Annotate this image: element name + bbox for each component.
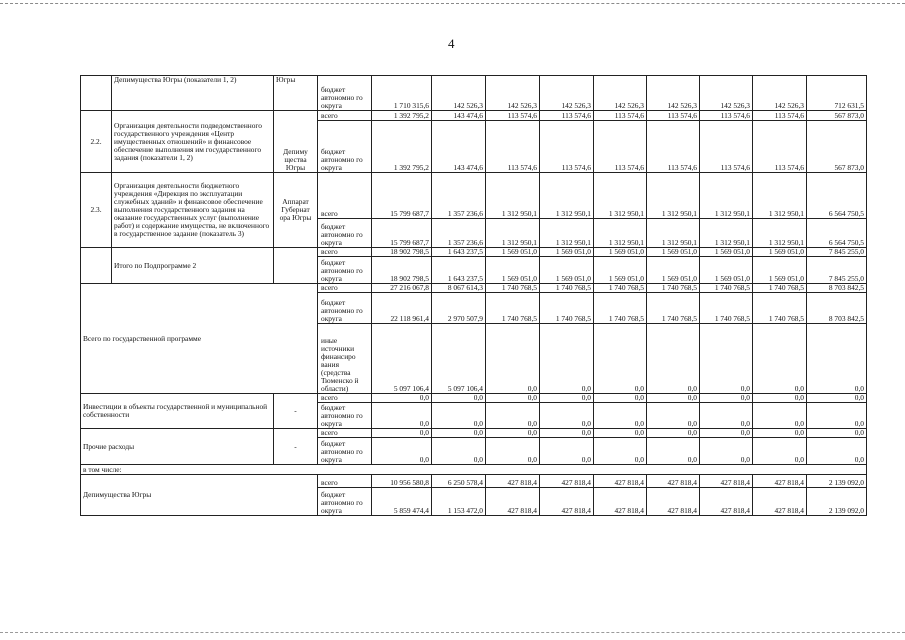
funding-source: бюджет автономно го округа [318,488,372,516]
value-cell: 0,0 [700,438,753,465]
value-cell: 1 569 051,0 [700,257,753,284]
value-cell: 5 097 106,4 [372,324,432,394]
row-name: Организация деятельности подведомственного государственного учреждения «Центр имущественных отношений» и финансовое обеспечение выполнения им государственного задания (показатели 1, 2) [112,111,274,173]
value-cell: 0,0 [372,438,432,465]
table-row [81,465,867,475]
funding-source: всего [318,394,372,403]
value-cell: 113 574,6 [486,111,540,121]
value-cell: 142 526,3 [594,76,647,111]
value-cell: 427 818,4 [700,475,753,488]
value-cell: 0,0 [647,438,700,465]
value-cell: 27 216 067,8 [372,284,432,293]
value-cell: 427 818,4 [647,475,700,488]
value-cell: 1 740 768,5 [700,293,753,324]
value-cell: 113 574,6 [700,121,753,173]
value-cell: 0,0 [486,429,540,438]
value-cell: 567 873,0 [807,111,867,121]
value-cell: 10 956 580,8 [372,475,432,488]
scan-edge-bottom [0,632,905,633]
value-cell: 2 139 092,0 [807,475,867,488]
value-cell: 113 574,6 [753,121,807,173]
value-cell: 0,0 [540,403,594,429]
value-cell: 0,0 [753,394,807,403]
value-cell: 142 526,3 [540,76,594,111]
value-cell: 427 818,4 [486,488,540,516]
including-label: в том числе: [81,465,867,475]
value-cell: 1 312 950,1 [753,173,807,219]
value-cell: 113 574,6 [647,121,700,173]
value-cell: 1 569 051,0 [540,257,594,284]
value-cell: 0,0 [807,403,867,429]
value-cell: 0,0 [486,403,540,429]
value-cell: 6 250 578,4 [432,475,486,488]
value-cell: 113 574,6 [594,121,647,173]
value-cell: 7 845 255,0 [807,257,867,284]
value-cell: 113 574,6 [647,111,700,121]
row-name: Депимущества Югры [81,475,318,516]
value-cell: 427 818,4 [540,475,594,488]
value-cell: 6 564 750,5 [807,219,867,248]
value-cell: 1 643 237,5 [432,257,486,284]
value-cell: 427 818,4 [700,488,753,516]
value-cell: 0,0 [753,403,807,429]
value-cell: 0,0 [486,438,540,465]
value-cell: 427 818,4 [540,488,594,516]
value-cell: 113 574,6 [594,111,647,121]
value-cell: 0,0 [753,324,807,394]
row-name: Прочие расходы [81,429,274,465]
value-cell: 427 818,4 [594,488,647,516]
table-row [81,173,867,219]
value-cell: 0,0 [594,438,647,465]
value-cell: 8 067 614,3 [432,284,486,293]
value-cell: 567 873,0 [807,121,867,173]
value-cell: 1 740 768,5 [647,284,700,293]
table-row [81,394,867,403]
value-cell: 142 526,3 [432,76,486,111]
value-cell: 1 312 950,1 [540,219,594,248]
value-cell: 1 710 315,6 [372,76,432,111]
executor: Аппарат Губернат ора Югры [274,173,318,248]
funding-source: бюджет автономно го округа [318,438,372,465]
value-cell: 143 474,6 [432,111,486,121]
value-cell: 0,0 [432,429,486,438]
value-cell: 0,0 [647,394,700,403]
value-cell: 1 312 950,1 [594,173,647,219]
value-cell: 0,0 [594,394,647,403]
value-cell: 0,0 [807,438,867,465]
table-row [81,284,867,293]
value-cell: 5 097 106,4 [432,324,486,394]
value-cell: 1 569 051,0 [594,257,647,284]
value-cell: 0,0 [594,324,647,394]
value-cell: 1 569 051,0 [647,257,700,284]
value-cell: 1 740 768,5 [486,284,540,293]
value-cell: 0,0 [807,394,867,403]
value-cell: 1 312 950,1 [486,219,540,248]
value-cell: 143 474,6 [432,121,486,173]
value-cell: 427 818,4 [753,488,807,516]
value-cell: 0,0 [807,429,867,438]
value-cell: 0,0 [540,394,594,403]
scan-edge-top [0,3,905,4]
funding-source: бюджет автономно го округа [318,76,372,111]
row-name: Итого по Подпрограмме 2 [112,248,274,284]
value-cell: 1 740 768,5 [753,284,807,293]
value-cell: 0,0 [372,403,432,429]
funding-source: бюджет автономно го округа [318,257,372,284]
table-row [81,429,867,438]
value-cell: 0,0 [432,394,486,403]
funding-source: бюджет автономно го округа [318,219,372,248]
value-cell: 1 312 950,1 [700,173,753,219]
value-cell: 142 526,3 [700,76,753,111]
value-cell: 8 703 842,5 [807,284,867,293]
table-row [81,248,867,257]
value-cell: 0,0 [594,403,647,429]
table-row [81,76,867,111]
funding-source: бюджет автономно го округа [318,121,372,173]
value-cell: 0,0 [372,429,432,438]
program-finance-table [80,75,867,516]
funding-source: бюджет автономно го округа [318,403,372,429]
value-cell: 1 740 768,5 [486,293,540,324]
value-cell: 22 118 961,4 [372,293,432,324]
value-cell: 1 643 237,5 [432,248,486,257]
value-cell: 1 312 950,1 [594,219,647,248]
value-cell: 18 902 798,5 [372,257,432,284]
value-cell: 0,0 [540,438,594,465]
value-cell: 0,0 [432,403,486,429]
funding-source: всего [318,284,372,293]
value-cell: 1 740 768,5 [594,293,647,324]
funding-source: всего [318,173,372,219]
value-cell: 1 312 950,1 [647,173,700,219]
value-cell: 1 740 768,5 [540,284,594,293]
value-cell: 142 526,3 [486,76,540,111]
value-cell: 0,0 [540,429,594,438]
value-cell: 0,0 [647,429,700,438]
value-cell: 0,0 [372,394,432,403]
value-cell: 0,0 [594,429,647,438]
page-number: 4 [448,36,455,51]
row-name: Депимущества Югры (показатели 1, 2) [112,76,274,111]
value-cell: 15 799 687,7 [372,219,432,248]
value-cell: 8 703 842,5 [807,293,867,324]
value-cell: 1 312 950,1 [647,219,700,248]
value-cell: 1 569 051,0 [594,248,647,257]
value-cell: 0,0 [753,438,807,465]
value-cell: 1 569 051,0 [647,248,700,257]
value-cell: 113 574,6 [700,111,753,121]
value-cell: 1 740 768,5 [753,293,807,324]
executor: - [274,429,318,465]
value-cell: 1 569 051,0 [753,257,807,284]
row-number: 2.2. [81,111,112,173]
value-cell: 1 740 768,5 [594,284,647,293]
executor: Югры [274,76,318,111]
value-cell: 15 799 687,7 [372,173,432,219]
value-cell: 142 526,3 [753,76,807,111]
value-cell: 1 357 236,6 [432,173,486,219]
value-cell: 0,0 [753,429,807,438]
row-name: Всего по государственной программе [81,284,318,394]
value-cell: 1 392 795,2 [372,111,432,121]
value-cell: 1 357 236,6 [432,219,486,248]
value-cell: 1 740 768,5 [540,293,594,324]
value-cell: 0,0 [647,403,700,429]
value-cell: 113 574,6 [753,111,807,121]
value-cell: 1 740 768,5 [647,293,700,324]
value-cell: 113 574,6 [540,111,594,121]
value-cell: 1 569 051,0 [540,248,594,257]
value-cell: 0,0 [700,429,753,438]
value-cell: 5 859 474,4 [372,488,432,516]
value-cell: 18 902 798,5 [372,248,432,257]
value-cell: 1 569 051,0 [486,257,540,284]
executor: Депиму щества Югры [274,111,318,173]
value-cell: 0,0 [700,394,753,403]
value-cell: 0,0 [700,403,753,429]
value-cell: 427 818,4 [753,475,807,488]
value-cell: 2 139 092,0 [807,488,867,516]
value-cell: 427 818,4 [647,488,700,516]
funding-source: всего [318,248,372,257]
row-name: Инвестиции в объекты государственной и муниципальной собственности [81,394,274,429]
value-cell: 0,0 [486,394,540,403]
value-cell: 1 569 051,0 [700,248,753,257]
value-cell: 712 631,5 [807,76,867,111]
value-cell: 0,0 [807,324,867,394]
row-number: 2.3. [81,173,112,248]
value-cell: 7 845 255,0 [807,248,867,257]
value-cell: 1 740 768,5 [700,284,753,293]
value-cell: 1 312 950,1 [540,173,594,219]
value-cell: 1 312 950,1 [486,173,540,219]
value-cell: 0,0 [432,438,486,465]
value-cell: 142 526,3 [647,76,700,111]
value-cell: 113 574,6 [486,121,540,173]
funding-source: всего [318,111,372,121]
executor: - [274,394,318,429]
table-row [81,111,867,121]
value-cell: 1 312 950,1 [700,219,753,248]
row-name: Организация деятельности бюджетного учреждения «Дирекция по эксплуатации служебных зданий» и финансовое обеспечение выполнения государственного задания на оказание государственных услуг (выполнение работ) и содержание имущества, не включенного в государственное задание (показатель 3) [112,173,274,248]
value-cell: 0,0 [647,324,700,394]
funding-source: всего [318,429,372,438]
funding-source: иные источники финансиро вания (средства Тюменско й области) [318,324,372,394]
value-cell: 6 564 750,5 [807,173,867,219]
funding-source: бюджет автономно го округа [318,293,372,324]
value-cell: 1 569 051,0 [486,248,540,257]
value-cell: 1 392 795,2 [372,121,432,173]
value-cell: 0,0 [486,324,540,394]
table-row [81,475,867,488]
value-cell: 0,0 [700,324,753,394]
value-cell: 427 818,4 [594,475,647,488]
value-cell: 427 818,4 [486,475,540,488]
funding-source: всего [318,475,372,488]
value-cell: 1 153 472,0 [432,488,486,516]
value-cell: 113 574,6 [540,121,594,173]
value-cell: 1 569 051,0 [753,248,807,257]
value-cell: 2 970 507,9 [432,293,486,324]
value-cell: 0,0 [540,324,594,394]
value-cell: 1 312 950,1 [753,219,807,248]
